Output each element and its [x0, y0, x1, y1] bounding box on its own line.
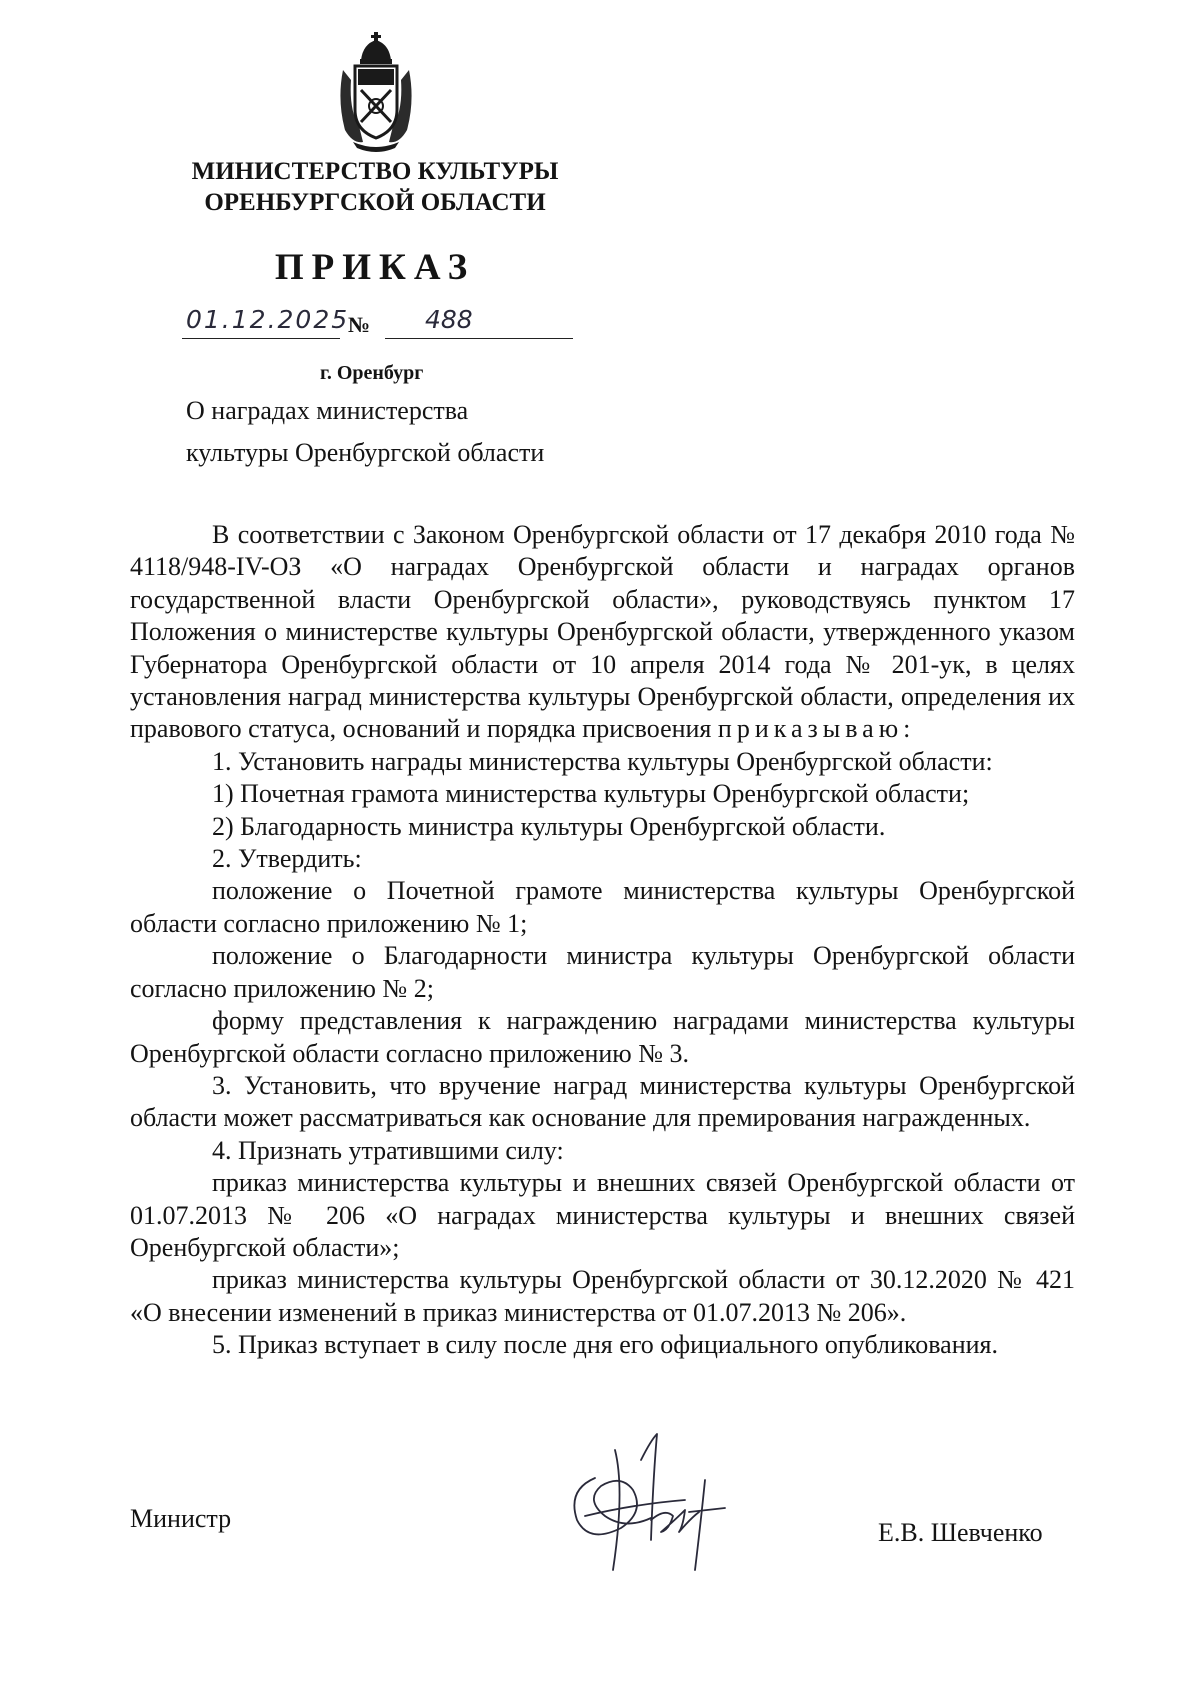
order-subject: [186, 390, 544, 474]
subject-line2: культуры Оренбургской области: [186, 438, 545, 467]
item-1: 1. Установить награды министерства культуры Оренбургской области:: [212, 746, 993, 776]
order-word: приказываю:: [717, 714, 916, 744]
order-date: 01.12.2025: [182, 305, 340, 339]
item-2: 2. Утвердить:: [212, 844, 362, 874]
item-5: 5. Приказ вступает в силу после дня его официального опубликования.: [212, 1330, 998, 1360]
document-type-title: ПРИКАЗ: [274, 247, 476, 288]
item-1-1: 1) Почетная грамота министерства культуры Оренбургской области;: [212, 779, 970, 809]
ministry-name-line1: МИНИСТЕРСТВО КУЛЬТУРЫ: [191, 158, 559, 185]
item-2-c: форму представления к награждению наградами министерства культуры Оренбургской области согласно приложению № 3.: [130, 1006, 1075, 1068]
preamble-text: В соответствии с Законом Оренбургской области от 17 декабря 2010 года № 4118/948-IV-ОЗ «О наградах Оренбургской области и наградах органов государственной власти Оренбургской области», руководствуясь пунктом 17 Положения о министерстве культуры Оренбургской области, утвержденного указом Губернатора Оренбургской области от 10 апреля 2014 года № 201-ук, в целях установления наград министерства культуры Оренбургской области, определения их правового статуса, оснований и порядка присвоения: [130, 520, 1075, 744]
item-3: 3. Установить, что вручение наград министерства культуры Оренбургской области может рассматриваться как основание для премирования награжденных.: [130, 1070, 1075, 1133]
item-4: 4. Признать утратившими силу:: [212, 1135, 564, 1165]
city: г. Оренбург: [320, 362, 424, 384]
order-body: [130, 519, 1075, 1362]
ministry-name-line2: ОРЕНБУРГСКОЙ ОБЛАСТИ: [204, 189, 546, 216]
item-2-a: положение о Почетной грамоте министерства культуры Оренбургской области согласно приложению № 1;: [130, 876, 1075, 938]
number-label: №: [348, 312, 371, 337]
item-2-b: положение о Благодарности министра культуры Оренбургской области согласно приложению № 2;: [130, 941, 1075, 1003]
item-4-a: приказ министерства культуры и внешних связей Оренбургской области от 01.07.2013 № 206 «О наградах министерства культуры и внешних связей Оренбургской области»;: [130, 1168, 1075, 1262]
subject-line1: О наградах министерства: [186, 396, 469, 425]
handwritten-signature: [555, 1420, 745, 1580]
item-4-b: приказ министерства культуры Оренбургской области от 30.12.2020 № 421 «О внесении изменений в приказ министерства от 01.07.2013 № 206».: [130, 1265, 1075, 1327]
preamble: [130, 519, 1075, 746]
signer-name: Е.В. Шевченко: [878, 1518, 1043, 1547]
signer-position: Министр: [130, 1504, 232, 1533]
order-number: 488: [385, 305, 573, 339]
ministry-name: [150, 156, 600, 218]
coat-of-arms-icon: [333, 30, 419, 152]
item-1-2: 2) Благодарность министра культуры Оренбургской области.: [212, 811, 886, 841]
